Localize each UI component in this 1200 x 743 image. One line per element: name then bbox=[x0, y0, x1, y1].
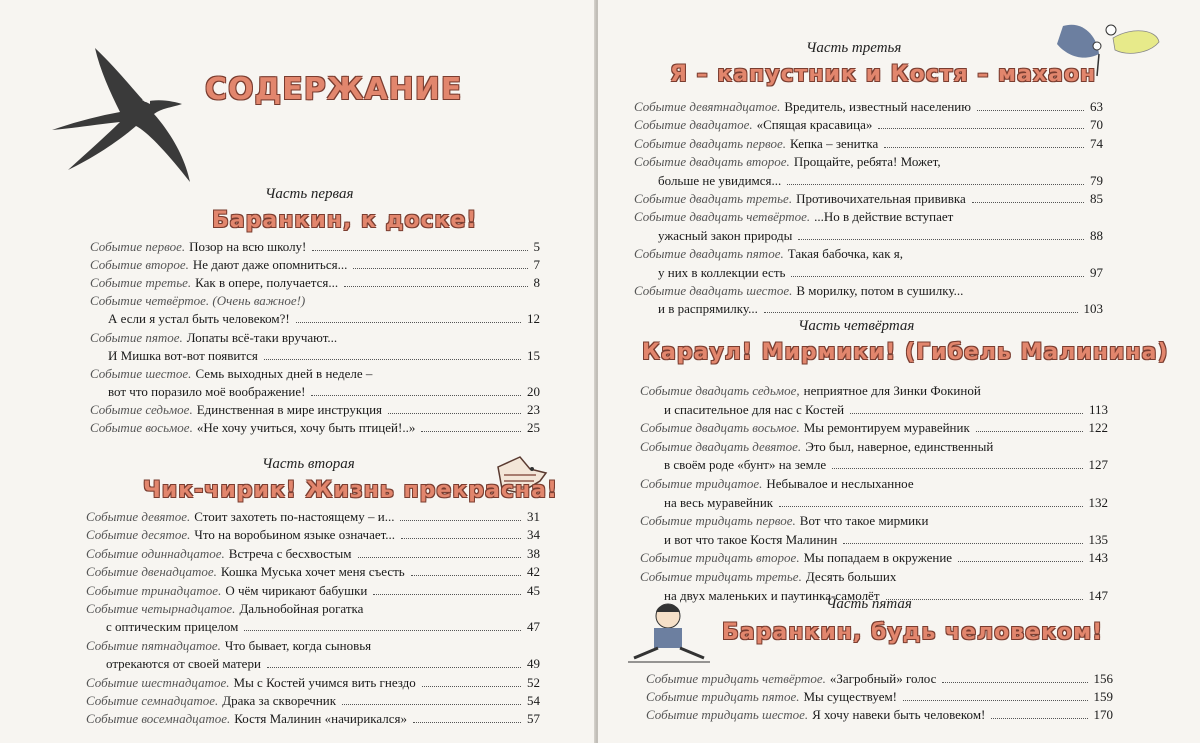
toc-entry bbox=[634, 190, 1103, 207]
part-title: Караул! Мирмики! (Гибель Малинина) bbox=[642, 340, 1169, 365]
toc-entry bbox=[634, 282, 1103, 299]
toc-entry bbox=[86, 582, 540, 599]
toc-entry bbox=[658, 264, 1103, 281]
page-number: 85 bbox=[1090, 191, 1103, 206]
part-title: Я – капустник и Костя – махаон bbox=[670, 62, 1097, 87]
entry-title: И Мишка вот-вот появится bbox=[108, 347, 258, 363]
event-label: Событие двадцать пятое. bbox=[634, 246, 784, 262]
event-label: Событие двенадцатое. bbox=[86, 564, 217, 580]
dot-leader bbox=[422, 686, 521, 687]
contents-title: СОДЕРЖАНИЕ bbox=[205, 72, 463, 107]
entry-title: О чём чирикают бабушки bbox=[225, 582, 368, 598]
page-number: 147 bbox=[1088, 587, 1108, 603]
entry-title: Прощайте, ребята! Может, bbox=[793, 154, 941, 170]
toc-entry bbox=[658, 172, 1103, 189]
entry-title: Встреча с бесхвостым bbox=[228, 545, 352, 561]
entry-title: и в распрямилку... bbox=[658, 301, 758, 317]
entry-title: Я хочу навеки быть человеком! bbox=[812, 707, 986, 723]
part-title: Баранкин, будь человеком! bbox=[722, 620, 1104, 645]
page-number: 88 bbox=[1090, 227, 1103, 243]
dot-leader bbox=[850, 413, 1083, 414]
dot-leader bbox=[991, 718, 1087, 719]
event-label: Событие тридцать четвёртое. bbox=[646, 671, 826, 686]
entry-title: В морилку, потом в сушилку... bbox=[796, 283, 964, 298]
event-label: Событие тридцать первое. bbox=[640, 513, 796, 529]
toc-entry bbox=[90, 329, 540, 346]
event-label: Событие двадцать третье. bbox=[634, 191, 793, 206]
page-number: 143 bbox=[1088, 550, 1108, 566]
dot-leader bbox=[411, 575, 521, 576]
entry-title: вот что поразило моё воображение! bbox=[108, 383, 306, 399]
page-number: 63 bbox=[1090, 99, 1103, 114]
page-number: 70 bbox=[1090, 117, 1103, 133]
dot-leader bbox=[832, 468, 1082, 469]
page-number: 31 bbox=[527, 509, 540, 524]
entry-title: Небывалое и неслыханное bbox=[766, 476, 914, 491]
page-number: 47 bbox=[527, 619, 540, 635]
event-label: Событие шестое. bbox=[90, 365, 192, 381]
entry-title: Это был, наверное, единственный bbox=[805, 438, 994, 454]
page-number: 5 bbox=[533, 239, 540, 254]
page-number: 74 bbox=[1090, 135, 1103, 151]
dot-leader bbox=[413, 722, 521, 723]
entry-title: Единственная в мире инструкция bbox=[196, 401, 383, 417]
event-label: Событие двадцать второе. bbox=[634, 154, 790, 170]
page-number: 42 bbox=[527, 564, 540, 580]
entry-title: «Загробный» голос bbox=[829, 671, 937, 686]
event-label: Событие восемнадцатое. bbox=[86, 711, 231, 727]
dot-leader bbox=[972, 202, 1084, 203]
entry-title: ...Но в действие вступает bbox=[814, 209, 954, 225]
page-number: 135 bbox=[1088, 531, 1108, 547]
event-label: Событие двадцать четвёртое. bbox=[634, 209, 811, 225]
page-number: 7 bbox=[533, 257, 540, 273]
entry-title: Стоит захотеть по-настоящему – и... bbox=[194, 509, 395, 524]
toc-entry bbox=[90, 401, 540, 418]
entry-title: отрекаются от своей матери bbox=[106, 656, 261, 672]
event-label: Событие тринадцатое. bbox=[86, 582, 222, 598]
toc-entry bbox=[86, 600, 540, 617]
toc-entry bbox=[86, 710, 540, 727]
toc-entry bbox=[106, 618, 540, 635]
left-page bbox=[0, 0, 596, 743]
toc-entry bbox=[634, 135, 1103, 152]
page-number: 170 bbox=[1093, 707, 1113, 723]
page-number: 113 bbox=[1088, 401, 1108, 417]
toc-entry bbox=[658, 227, 1103, 244]
event-label: Событие тридцать пятое. bbox=[646, 689, 800, 705]
event-label: Событие двадцать шестое. bbox=[634, 283, 793, 298]
entry-title: Дальнобойная рогатка bbox=[239, 601, 364, 616]
event-label: Событие тридцать шестое. bbox=[646, 707, 809, 723]
dot-leader bbox=[312, 250, 527, 251]
event-label: Событие семнадцатое. bbox=[86, 693, 219, 708]
toc-entry bbox=[646, 706, 1113, 723]
entry-title: Кепка – зенитка bbox=[790, 135, 879, 151]
dot-leader bbox=[264, 359, 521, 360]
page-number: 12 bbox=[527, 311, 540, 327]
page-number: 122 bbox=[1088, 420, 1108, 436]
dot-leader bbox=[400, 520, 521, 521]
event-label: Событие двадцатое. bbox=[634, 117, 753, 133]
dot-leader bbox=[764, 312, 1078, 313]
dot-leader bbox=[344, 286, 527, 287]
toc-entry bbox=[90, 365, 540, 382]
part-label: Часть первая bbox=[265, 186, 354, 202]
page-number: 15 bbox=[527, 347, 540, 363]
entry-title: А если я устал быть человеком?! bbox=[108, 311, 290, 327]
toc-entry bbox=[664, 494, 1108, 511]
page-number: 54 bbox=[527, 693, 540, 708]
toc-entry bbox=[664, 456, 1108, 473]
event-label: Событие одиннадцатое. bbox=[86, 545, 225, 561]
toc-entry bbox=[86, 637, 540, 654]
page-number: 127 bbox=[1088, 457, 1108, 473]
event-label: Событие десятое. bbox=[86, 527, 191, 543]
toc-entry bbox=[90, 419, 540, 436]
part-title: Баранкин, к доске! bbox=[212, 208, 478, 233]
page-number: 132 bbox=[1088, 494, 1108, 510]
dot-leader bbox=[791, 276, 1084, 277]
event-label: Событие тридцать второе. bbox=[640, 550, 800, 566]
entry-title: Семь выходных дней в неделе – bbox=[195, 365, 373, 381]
entry-title: с оптическим прицелом bbox=[106, 619, 239, 635]
toc-entry bbox=[106, 655, 540, 672]
entry-title: Как в опере, получается... bbox=[195, 275, 339, 291]
dot-leader bbox=[342, 704, 521, 705]
entry-title: Лопаты всё-таки вручают... bbox=[186, 329, 338, 345]
entry-title: в своём роде «бунт» на земле bbox=[664, 457, 827, 473]
dot-leader bbox=[942, 682, 1087, 683]
dot-leader bbox=[388, 413, 521, 414]
event-label: Событие седьмое. bbox=[90, 401, 193, 417]
page-number: 159 bbox=[1093, 689, 1113, 705]
page-number: 156 bbox=[1093, 671, 1113, 686]
event-label: Событие пятнадцатое. bbox=[86, 637, 221, 653]
dot-leader bbox=[373, 594, 521, 595]
part-label: Часть четвёртая bbox=[798, 318, 915, 334]
dot-leader bbox=[244, 630, 521, 631]
event-label: Событие четвёртое. (Очень важное!) bbox=[90, 293, 306, 309]
event-label: Событие четырнадцатое. bbox=[86, 601, 236, 616]
toc-entry bbox=[86, 674, 540, 691]
toc-entry bbox=[640, 419, 1108, 436]
entry-title: Мы попадаем в окружение bbox=[803, 550, 953, 566]
toc-entry bbox=[108, 383, 540, 400]
entry-title: Вот что такое мирмики bbox=[799, 513, 929, 529]
entry-title: Кошка Муська хочет меня съесть bbox=[220, 564, 405, 580]
event-label: Событие двадцать восьмое. bbox=[640, 420, 800, 436]
entry-title: Мы ремонтируем муравейник bbox=[803, 420, 970, 436]
entry-title: Не дают даже опомниться... bbox=[192, 257, 348, 273]
boy-illustration bbox=[626, 600, 712, 664]
page-number: 52 bbox=[527, 674, 540, 690]
toc-entry bbox=[108, 347, 540, 364]
page-number: 38 bbox=[527, 545, 540, 561]
toc-entry bbox=[664, 401, 1108, 418]
dot-leader bbox=[787, 184, 1084, 185]
right-page bbox=[598, 0, 1200, 743]
dot-leader bbox=[886, 599, 1083, 600]
entry-title: у них в коллекции есть bbox=[658, 264, 786, 280]
page-number: 103 bbox=[1083, 301, 1103, 317]
event-label: Событие первое. bbox=[90, 239, 186, 254]
dot-leader bbox=[779, 506, 1082, 507]
dot-leader bbox=[843, 543, 1082, 544]
toc-entry bbox=[90, 292, 540, 309]
entry-title: «Спящая красавица» bbox=[756, 117, 873, 133]
page-number: 23 bbox=[527, 401, 540, 417]
page-number: 57 bbox=[527, 711, 540, 727]
entry-title: на двух маленьких и паутинка-самолёт bbox=[664, 587, 880, 603]
event-label: Событие девятое. bbox=[86, 509, 191, 524]
part-title: Чик-чирик! Жизнь прекрасна! bbox=[143, 478, 558, 503]
entry-title: ужасный закон природы bbox=[658, 227, 793, 243]
entry-title: Вредитель, известный населению bbox=[784, 99, 971, 114]
dot-leader bbox=[358, 557, 521, 558]
toc-entry bbox=[640, 438, 1108, 455]
toc-entry bbox=[658, 300, 1103, 317]
page-number: 8 bbox=[533, 275, 540, 291]
dot-leader bbox=[798, 239, 1084, 240]
dot-leader bbox=[977, 110, 1084, 111]
part-label: Часть пятая bbox=[826, 596, 912, 612]
entry-title: Мы существуем! bbox=[803, 689, 898, 705]
event-label: Событие двадцать девятое. bbox=[640, 438, 802, 454]
entry-title: неприятное для Зинки Фокиной bbox=[803, 383, 981, 398]
event-label: Событие двадцать седьмое, bbox=[640, 383, 800, 398]
toc-entry bbox=[86, 692, 540, 709]
toc-entry bbox=[634, 153, 1103, 170]
entry-title: и вот что такое Костя Малинин bbox=[664, 531, 838, 547]
toc-entry bbox=[108, 310, 540, 327]
toc-entry bbox=[634, 98, 1103, 115]
page-number: 25 bbox=[527, 420, 540, 435]
toc-entry bbox=[646, 670, 1113, 687]
entry-title: и спасительное для нас с Костей bbox=[664, 401, 845, 417]
swallow-illustration bbox=[50, 42, 195, 187]
entry-title: Противочихательная прививка bbox=[796, 191, 966, 206]
toc-entry bbox=[634, 245, 1103, 262]
dot-leader bbox=[903, 700, 1087, 701]
toc-entry bbox=[90, 274, 540, 291]
event-label: Событие восьмое. bbox=[90, 420, 193, 435]
entry-title: Десять больших bbox=[805, 569, 897, 584]
page-number: 79 bbox=[1090, 172, 1103, 188]
event-label: Событие второе. bbox=[90, 257, 189, 273]
entry-title: «Не хочу учиться, хочу быть птицей!..» bbox=[196, 420, 416, 435]
entry-title: Позор на всю школу! bbox=[189, 239, 307, 254]
entry-title: Такая бабочка, как я, bbox=[787, 246, 903, 262]
dot-leader bbox=[958, 561, 1082, 562]
dot-leader bbox=[401, 538, 521, 539]
event-label: Событие девятнадцатое. bbox=[634, 99, 781, 114]
toc-entry bbox=[86, 545, 540, 562]
toc-entry bbox=[646, 688, 1113, 705]
toc-entry bbox=[86, 563, 540, 580]
toc-entry bbox=[640, 512, 1108, 529]
toc-entry bbox=[664, 531, 1108, 548]
toc-entry bbox=[634, 208, 1103, 225]
entry-title: на весь муравейник bbox=[664, 494, 774, 510]
entry-title: Что бывает, когда сыновья bbox=[224, 637, 372, 653]
dot-leader bbox=[421, 431, 521, 432]
event-label: Событие двадцать первое. bbox=[634, 135, 787, 151]
dot-leader bbox=[878, 128, 1084, 129]
event-label: Событие третье. bbox=[90, 275, 192, 291]
toc-entry bbox=[640, 549, 1108, 566]
dot-leader bbox=[976, 431, 1083, 432]
dot-leader bbox=[311, 395, 521, 396]
entry-title: Мы с Костей учимся вить гнездо bbox=[233, 674, 416, 690]
entry-title: Костя Малинин «начирикался» bbox=[234, 711, 408, 727]
page-number: 49 bbox=[527, 656, 540, 672]
toc-entry bbox=[86, 508, 540, 525]
toc-entry bbox=[90, 238, 540, 255]
toc-entry bbox=[90, 256, 540, 273]
toc-entry bbox=[640, 568, 1108, 585]
part-label: Часть вторая bbox=[262, 456, 355, 472]
page-number: 20 bbox=[527, 383, 540, 399]
dot-leader bbox=[267, 667, 521, 668]
event-label: Событие тридцать третье. bbox=[640, 569, 802, 584]
part-label: Часть третья bbox=[806, 40, 902, 56]
event-label: Событие пятое. bbox=[90, 329, 183, 345]
event-label: Событие тридцатое. bbox=[640, 476, 763, 491]
page-number: 45 bbox=[527, 582, 540, 598]
dot-leader bbox=[884, 147, 1084, 148]
dot-leader bbox=[353, 268, 527, 269]
page-number: 34 bbox=[527, 527, 540, 543]
entry-title: Драка за скворечник bbox=[222, 693, 337, 708]
dot-leader bbox=[296, 322, 521, 323]
entry-title: Что на воробьином языке означает... bbox=[194, 527, 396, 543]
toc-entry bbox=[86, 526, 540, 543]
toc-entry bbox=[640, 475, 1108, 492]
toc-entry bbox=[634, 116, 1103, 133]
toc-entry bbox=[640, 382, 1108, 399]
page-number: 97 bbox=[1090, 264, 1103, 280]
event-label: Событие шестнадцатое. bbox=[86, 674, 230, 690]
entry-title: больше не увидимся... bbox=[658, 172, 782, 188]
